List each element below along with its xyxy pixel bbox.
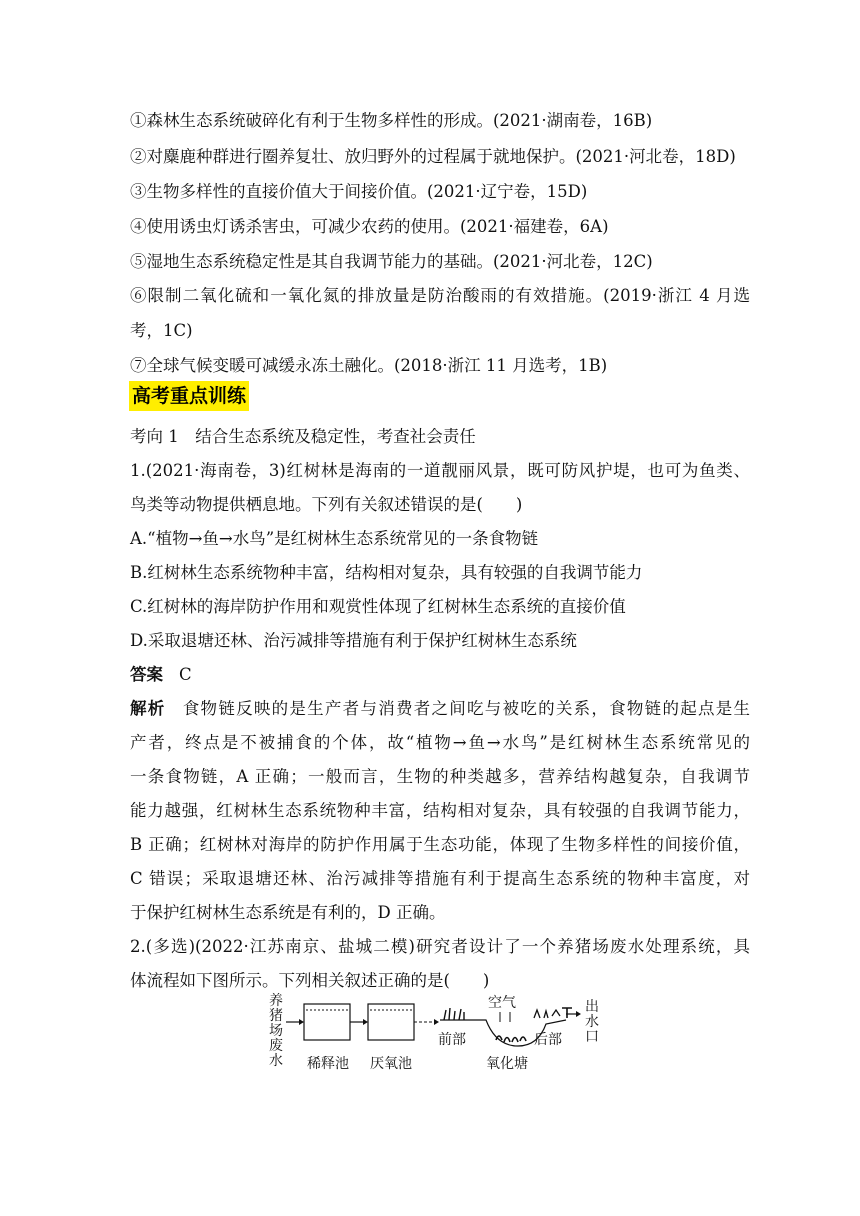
rear-part-label: 后部 — [534, 1032, 562, 1048]
q1-option-a: A.“植物→鱼→水鸟”是红树林生态系统常见的一条食物链 — [130, 529, 539, 548]
anaerobic-tank — [368, 1004, 414, 1040]
front-plants-icon — [444, 1008, 464, 1020]
statement-6: ⑥限制二氧化硫和一氧化氮的排放量是防治酸雨的有效措施。(2019·浙江 4 月选 — [130, 286, 750, 305]
outlet-label — [584, 1000, 600, 1045]
analysis-label: 解析 — [130, 699, 166, 718]
statement-7: ⑦全球气候变暖可减缓永冻土融化。(2018·浙江 11 月选考，1B) — [130, 356, 608, 375]
q1-analysis-line-1 — [130, 698, 750, 720]
q1-option-c: C.红树林的海岸防护作用和观赏性体现了红树林生态系统的直接价值 — [130, 597, 626, 616]
q1-option-d: D.采取退塘还林、治污减排等措施有利于保护红树林生态系统 — [130, 631, 577, 650]
source-char: 水 — [269, 1053, 283, 1069]
q1-answer — [130, 664, 750, 686]
q1-option-b: B.红树林生态系统物种丰富，结构相对复杂，具有较强的自我调节能力 — [130, 563, 643, 582]
front-part-label: 前部 — [438, 1032, 466, 1048]
anaerobic-tank-label: 厌氧池 — [370, 1056, 412, 1072]
q1-analysis-line-5: B 正确；红树林对海岸的防护作用属于生态功能，体现了生物多样性的间接价值， — [130, 835, 750, 854]
outlet-char: 出 — [585, 999, 599, 1015]
air-label: 空气 — [488, 995, 516, 1011]
q1-analysis-line-3: 一条食物链，A 正确；一般而言，生物的种类越多，营养结构越复杂，自我调节 — [130, 767, 750, 786]
q2-stem-line-1: 2.(多选)(2022·江苏南京、盐城二模)研究者设计了一个养猪场废水处理系统，具 — [130, 937, 750, 956]
outlet-char: 水 — [585, 1014, 599, 1030]
section-title: 高考重点训练 — [129, 381, 249, 411]
source-char: 养 — [269, 993, 283, 1009]
source-char: 场 — [269, 1023, 283, 1039]
statement-3: ③生物多样性的直接价值大于间接价值。(2021·辽宁卷，15D) — [130, 182, 588, 201]
kaoxiang-heading: 考向 1 结合生态系统及稳定性，考查社会责任 — [130, 427, 476, 446]
statement-1: ①森林生态系统破碎化有利于生物多样性的形成。(2021·湖南卷，16B) — [130, 111, 653, 130]
rear-plants-icon — [534, 1010, 560, 1018]
q1-stem-line-1: 1.(2021·海南卷，3)红树林是海南的一道靓丽风景，既可防风护堤，也可为鱼类、 — [130, 461, 750, 480]
q1-analysis-line-2: 产者，终点是不被捕食的个体，故“植物→鱼→水鸟”是红树林生态系统常见的 — [130, 733, 750, 752]
rear-tree-icon — [562, 1008, 572, 1018]
q2-stem-line-2: 体流程如下图所示。下列相关叙述正确的是( ) — [130, 971, 490, 990]
answer-value: C — [179, 665, 192, 684]
oxidation-pond-label: 氧化塘 — [486, 1056, 528, 1072]
answer-label: 答案 — [130, 665, 163, 684]
statement-5: ⑤湿地生态系统稳定性是其自我调节能力的基础。(2021·河北卷，12C) — [130, 252, 653, 271]
q1-analysis-line-6: C 错误；采取退塘还林、治污减排等措施有利于提高生态系统的物种丰富度，对 — [130, 869, 750, 888]
wastewater-flow-diagram — [266, 994, 606, 1078]
source-char: 猪 — [269, 1008, 283, 1024]
q1-analysis-line-7: 于保护红树林生态系统是有利的，D 正确。 — [130, 903, 446, 922]
q1-analysis-line-4: 能力越强，红树林生态系统物种丰富，结构相对复杂，具有较强的自我调节能力， — [130, 801, 750, 820]
statement-2: ②对麋鹿种群进行圈养复壮、放归野外的过程属于就地保护。(2021·河北卷，18D) — [130, 147, 736, 166]
dilution-tank — [304, 1004, 350, 1040]
statement-4: ④使用诱虫灯诱杀害虫，可减少农药的使用。(2021·福建卷，6A) — [130, 217, 609, 236]
statement-6-continued: 考，1C) — [130, 321, 193, 340]
dilution-tank-label: 稀释池 — [307, 1056, 349, 1072]
outlet-char: 口 — [585, 1029, 599, 1045]
analysis-text: 食物链反映的是生产者与消费者之间吃与被吃的关系，食物链的起点是生 — [181, 699, 751, 718]
source-char: 废 — [269, 1038, 283, 1054]
source-label — [268, 994, 284, 1069]
q1-stem-line-2: 鸟类等动物提供栖息地。下列有关叙述错误的是( ) — [130, 495, 523, 514]
